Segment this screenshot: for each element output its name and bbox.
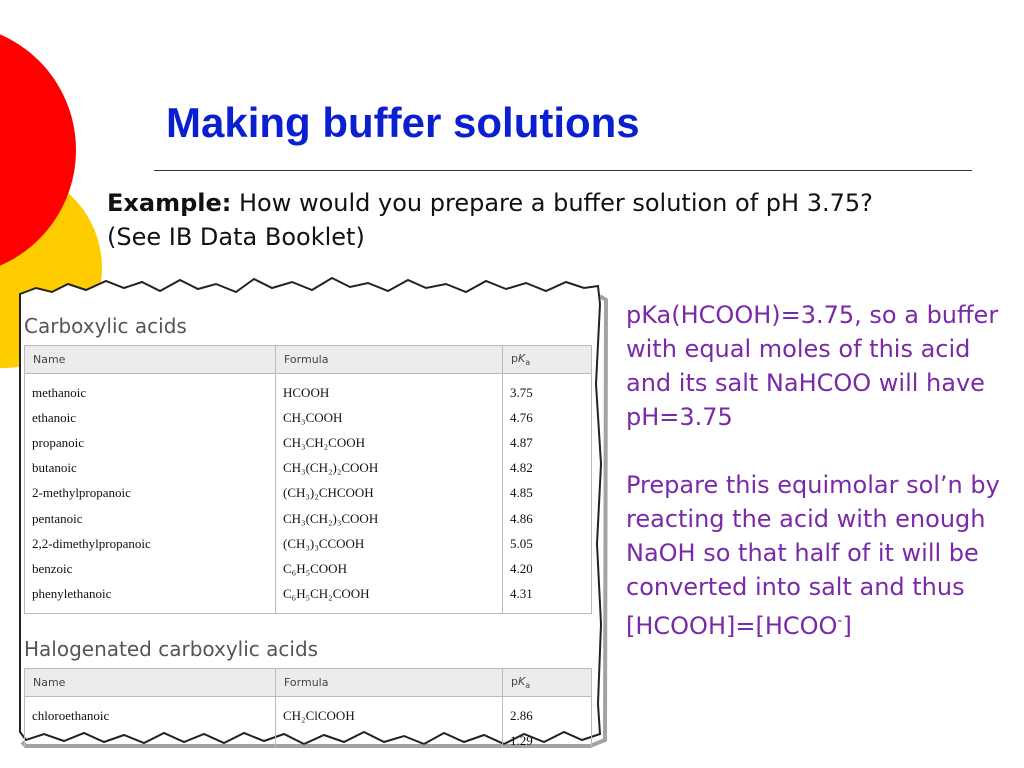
acid-formula: C₆H₅COOH [276,556,503,581]
data-booklet-excerpt [16,264,608,748]
column-header-name: Name [25,346,276,374]
table-row [25,405,592,430]
acid-name: methanoic [25,374,276,406]
halogenated-acids-table [24,668,592,748]
acid-formula [276,728,503,748]
example-question [107,186,1022,254]
table-row [25,728,592,748]
column-header-pka: $pK_a$ [503,669,592,697]
acid-formula: CH₃(CH₂)₃COOH [276,506,503,531]
acid-pka: 4.31 [503,582,592,614]
acid-name: butanoic [25,456,276,481]
acid-pka: 4.20 [503,556,592,581]
acid-pka: 2.86 [503,697,592,729]
acid-name: chloroethanoic [25,697,276,729]
table-row [25,481,592,506]
explanation-paragraph-2-main: Prepare this equimolar sol’n by reacting the acid with enough NaOH so that half of it will be converted into salt and thus [HCOOH]=[HCOO [626,471,1000,640]
title-divider [154,170,972,171]
acid-formula: (CH₃)₂CHCOOH [276,481,503,506]
acid-pka: 4.87 [503,430,592,455]
acid-pka: 1.29 [503,728,592,748]
acid-pka: 4.82 [503,456,592,481]
acid-name: 2-methylpropanoic [25,481,276,506]
closing-bracket: ] [842,612,852,640]
acid-pka: 4.76 [503,405,592,430]
acid-name: pentanoic [25,506,276,531]
table-row [25,556,592,581]
example-label: Example: [107,189,232,217]
explanation-text [626,298,1016,677]
section-title-halogenated: Halogenated carboxylic acids [24,637,319,661]
table-row [25,531,592,556]
slide-title: Making buffer solutions [166,99,640,146]
acid-formula: (CH₃)₃CCOOH [276,531,503,556]
table-row [25,374,592,406]
acid-pka: 3.75 [503,374,592,406]
explanation-paragraph-2 [626,468,1016,643]
example-reference: (See IB Data Booklet) [107,223,365,251]
table-row [25,456,592,481]
acid-name: phenylethanoic [25,582,276,614]
charge-superscript: - [837,613,843,629]
table-header-row [25,346,592,374]
table-row [25,430,592,455]
acid-formula: CH₂ClCOOH [276,697,503,729]
section-title-carboxylic: Carboxylic acids [24,314,187,338]
acid-name: ethanoic [25,405,276,430]
acid-name [25,728,276,748]
acid-formula: HCOOH [276,374,503,406]
table-row [25,697,592,729]
table-row [25,582,592,614]
acid-formula: C₆H₅CH₂COOH [276,582,503,614]
table-row [25,506,592,531]
acid-pka: 4.86 [503,506,592,531]
acid-name: 2,2-dimethylpropanoic [25,531,276,556]
column-header-name: Name [25,669,276,697]
table-header-row [25,669,592,697]
column-header-pka: $pK_a$ [503,346,592,374]
column-header-formula: Formula [276,346,503,374]
carboxylic-acids-table [24,345,592,614]
acid-name: propanoic [25,430,276,455]
acid-pka: 4.85 [503,481,592,506]
explanation-paragraph-1: pKa(HCOOH)=3.75, so a buffer with equal moles of this acid and its salt NaHCOO will have pH=3.75 [626,301,999,431]
column-header-formula: Formula [276,669,503,697]
acid-formula: CH₃CH₂COOH [276,430,503,455]
acid-pka: 5.05 [503,531,592,556]
acid-name: benzoic [25,556,276,581]
acid-formula: CH₃(CH₂)₂COOH [276,456,503,481]
acid-formula: CH₃COOH [276,405,503,430]
example-text: How would you prepare a buffer solution of pH 3.75? [231,189,873,217]
